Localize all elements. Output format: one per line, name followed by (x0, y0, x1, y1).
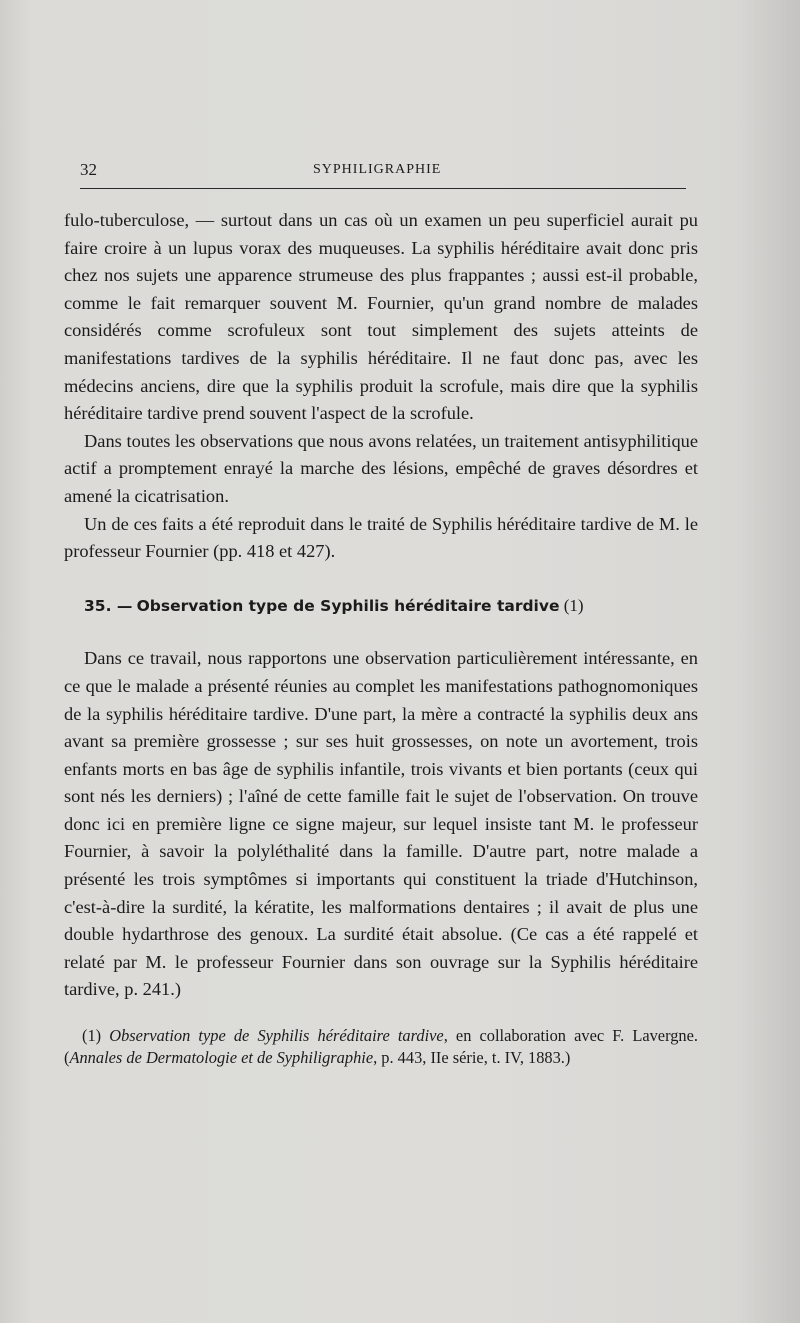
page-body (64, 207, 698, 1069)
paragraph-reference: Un de ces faits a été reproduit dans le traité de Syphilis héréditaire tardive de M. le professeur Fournier (pp. 418 et 427). (64, 513, 698, 562)
paragraph-observation: Dans ce travail, nous rapportons une observation particulièrement intéressante, en ce que le malade a présenté réunies au complet les manifestations pathognomoniques de la syphilis héréditaire tardive. D'une part, la mère a contracté la syphilis deux ans avant sa première grossesse ; sur ses huit grossesses, on note un avortement, trois enfants morts en bas âge de syphilis infantile, trois vivants et bien portants (ceux qui sont nés les derniers) ; l'aîné de cette famille fait le sujet de l'observation. On trouve donc ici en première ligne ce signe majeur, sur lequel insiste tant M. le professeur Fournier, à savoir la polyléthalité dans la famille. D'autre part, notre malade a présenté les trois symptômes si importants qui constituent la triade d'Hutchinson, c'est-à-dire la surdité, la kératite, les malformations dentaires ; il avait de plus une double hydarthrose des genoux. La surdité était absolue. (Ce cas a été rappelé et relaté par M. le professeur Fournier dans son ouvrage sur la Syphilis héréditaire tardive, p. 241.) (64, 648, 698, 1000)
paragraph-treatment: Dans toutes les observations que nous avons relatées, un traitement antisyphilitique actif a promptement enrayé la marche des lésions, empêché de graves désordres et amené la cicatrisation. (64, 430, 698, 506)
footnote-reference: (1) (563, 595, 584, 615)
section-number: 35. — (84, 596, 133, 615)
section-heading (64, 592, 698, 621)
footnote (64, 1025, 698, 1069)
page-number: 32 (80, 160, 97, 179)
footnote-text-2: , p. 443, IIe série, t. IV, 1883.) (373, 1048, 571, 1068)
running-title: SYPHILIGRAPHIE (313, 162, 442, 177)
footnote-marker: (1) (82, 1026, 102, 1046)
footnote-journal: Annales de Dermatologie et de Syphiligraphie (69, 1048, 374, 1068)
paragraph-continuation: fulo-tuberculose, — surtout dans un cas où un examen un peu superficiel aurait pu faire croire à un lupus vorax des muqueuses. La syphilis héréditaire avait donc pris chez nos sujets une apparence strumeuse des plus frappantes ; aussi est-il probable, comme le fait remarquer souvent M. Fournier, qu'un grand nombre de malades considérés comme scrofuleux sont tout simplement des sujets atteints de manifestations tardives de la syphilis héréditaire. Il ne faut donc pas, avec les médecins anciens, dire que la syphilis produit la scrofule, mais dire que la syphilis héréditaire tardive prend souvent l'aspect de la scrofule. (64, 210, 698, 424)
footnote-text-1: , en collaboration avec F. Lavergne. ( (64, 1026, 698, 1068)
section-title: Observation type de Syphilis héréditaire tardive (136, 596, 560, 615)
footnote-title: Observation type de Syphilis héréditaire tardive (109, 1026, 444, 1046)
page-header (80, 160, 686, 184)
header-rule (80, 188, 686, 189)
